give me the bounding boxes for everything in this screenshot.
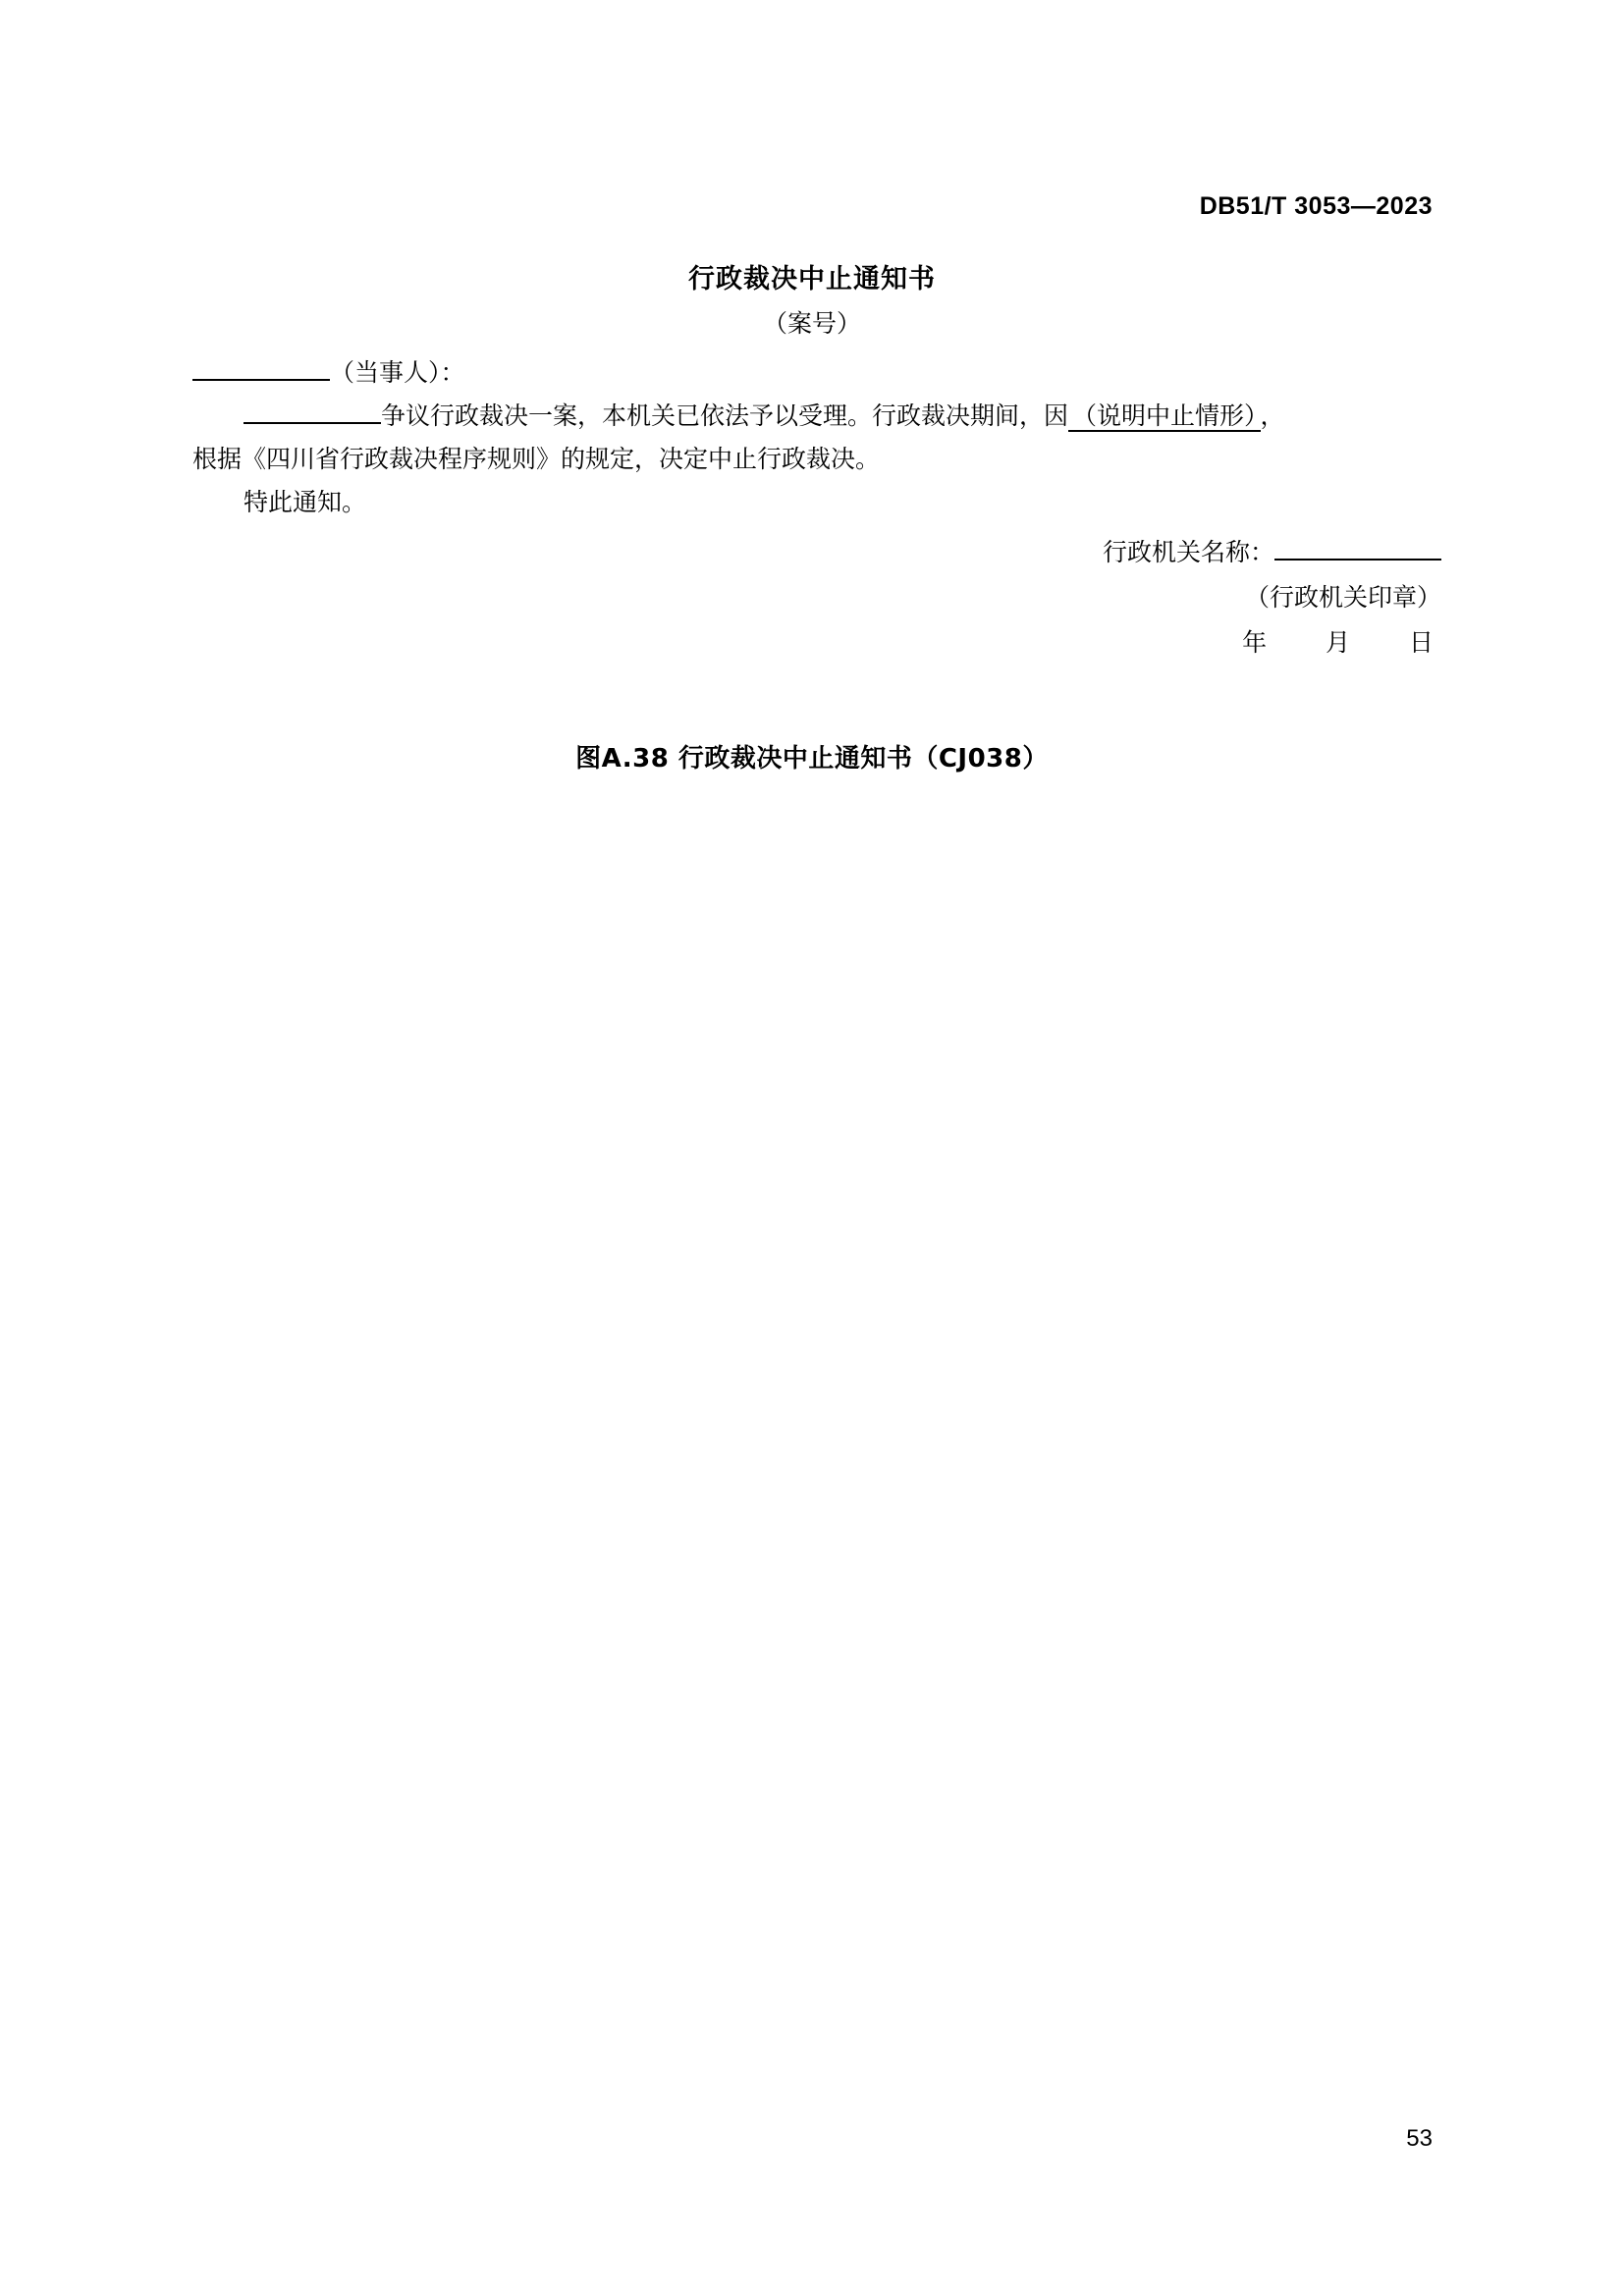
paragraph-one-text-a: 争议行政裁决一案，本机关已依法予以受理。行政裁决期间，因 — [381, 401, 1069, 430]
document-body — [192, 351, 1441, 524]
organ-name-line — [192, 530, 1441, 575]
date-line — [192, 620, 1441, 666]
signature-block — [192, 530, 1441, 666]
party-line-label: （当事人）： — [330, 358, 465, 387]
dispute-blank — [244, 397, 381, 424]
paragraph-one — [192, 395, 1441, 438]
party-name-blank — [192, 353, 330, 381]
figure-caption: 图A.38 行政裁决中止通知书（CJ038） — [575, 744, 1049, 774]
party-line — [192, 351, 1441, 395]
date-day-label: 日 — [1408, 628, 1435, 657]
paragraph-two: 根据《四川省行政裁决程序规则》的规定，决定中止行政裁决。 — [192, 445, 881, 473]
date-month-label: 月 — [1326, 628, 1353, 657]
date-year-label: 年 — [1242, 628, 1270, 657]
page-title: 行政裁决中止通知书 — [688, 264, 936, 294]
page-number: 53 — [1406, 2125, 1433, 2152]
suspension-reason-blank: （说明中止情形） — [1068, 401, 1261, 432]
case-number-subtitle: （案号） — [762, 309, 861, 338]
special-notice-line: 特此通知。 — [244, 488, 367, 516]
organ-name-label: 行政机关名称： — [1102, 538, 1274, 566]
organ-name-blank — [1274, 533, 1441, 561]
standard-number-header: DB51/T 3053—2023 — [1199, 192, 1433, 220]
paragraph-one-comma: ， — [1260, 401, 1285, 430]
seal-note: （行政机关印章） — [1244, 583, 1441, 612]
